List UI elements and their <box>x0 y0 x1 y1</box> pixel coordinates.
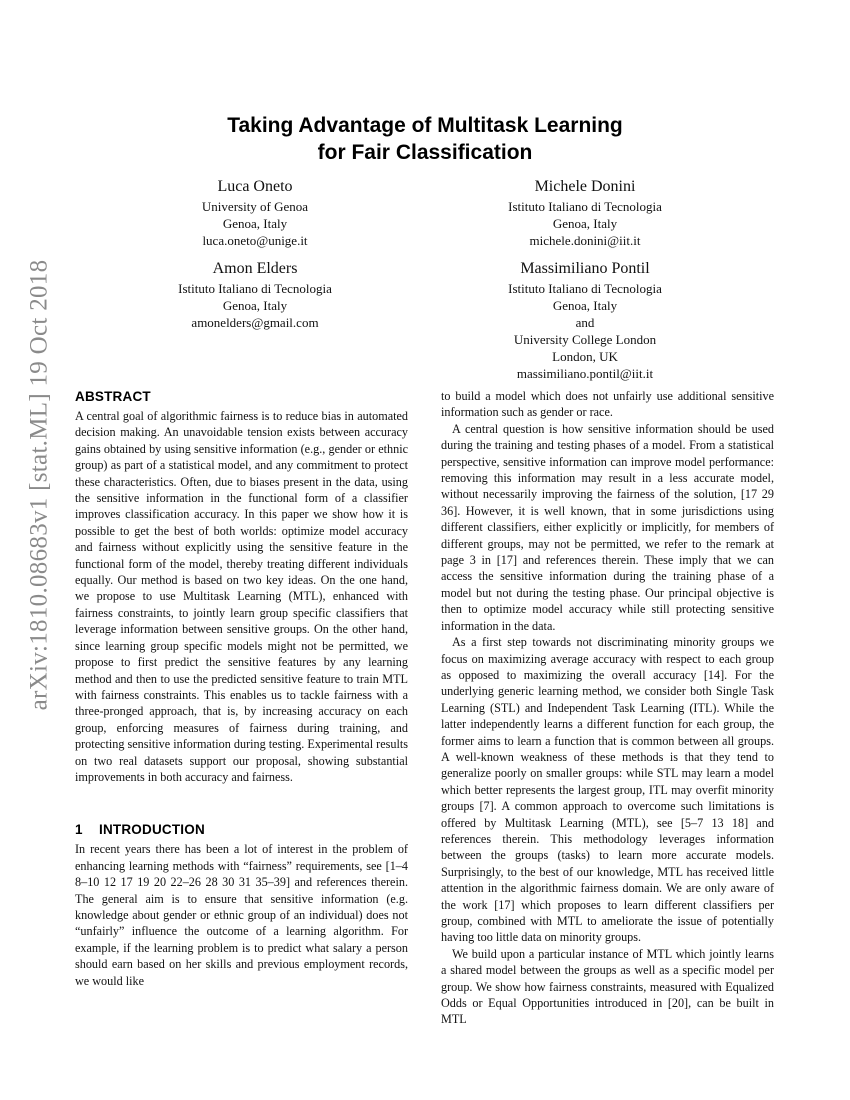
author-affiliation: Istituto Italiano di Tecnologia <box>508 199 662 214</box>
author-affiliation: Istituto Italiano di Tecnologia <box>508 281 662 296</box>
author-affiliation: Istituto Italiano di Tecnologia <box>178 281 332 296</box>
author-location: Genoa, Italy <box>222 298 288 313</box>
section-title: INTRODUCTION <box>99 822 205 838</box>
author-block-elders <box>140 258 370 331</box>
author-email: michele.donini@iit.it <box>529 233 641 248</box>
arxiv-identifier-stamp <box>13 259 65 711</box>
arxiv-stamp-text: arXiv:1810.08683v1 [stat.ML] 19 Oct 2018 <box>25 259 52 711</box>
abstract-heading: ABSTRACT <box>75 389 151 404</box>
intro-paragraph-1-continued: to build a model which does not unfairly use additional sensitive information such as gender or race. <box>441 389 774 420</box>
author-name: Michele Donini <box>534 178 636 195</box>
paper-title <box>100 112 750 166</box>
right-column <box>441 388 774 1028</box>
author-location: Genoa, Italy <box>552 216 618 231</box>
author-location: Genoa, Italy <box>552 298 618 313</box>
author-block-oneto <box>140 176 370 249</box>
intro-paragraph-2: A central question is how sensitive information should be used during the training and testing phases of a model. From a statistical perspective, sensitive information can improve model performance: removing this information may result in a less accurate model, without necessarily improving the fairness of the solution, [17 29 36]. However, it is well known, that in some jurisdictions using different classifiers, either explicitly or implicitly, for members of different groups, may not be permitted, we refer to the remark at page 3 in [17] and references therein. These imply that we can access the sensitive information during the training phase of a model but not during the testing phase. Our principal objective is then to optimize model accuracy while still protecting sensitive information in the data. <box>441 421 774 633</box>
intro-paragraph-4: We build upon a particular instance of MTL which jointly learns a shared model between the groups as well as a specific model per group. We show how fairness constraints, measured with Equalized Odds or Equal Opportunities introduced in [20], can be built in MTL <box>441 946 774 1027</box>
author-name: Amon Elders <box>212 260 298 277</box>
author-affiliation-2: University College London <box>513 332 657 347</box>
author-name: Luca Oneto <box>217 178 293 195</box>
author-block-donini <box>470 176 700 249</box>
left-column <box>75 388 408 989</box>
author-email: massimiliano.pontil@iit.it <box>516 366 654 381</box>
author-email: amonelders@gmail.com <box>191 315 319 330</box>
abstract-text: A central goal of algorithmic fairness is to reduce bias in automated decision making. An unavoidable tension exists between accuracy gains obtained by using sensitive information (e.g., gender or ethnic group) as part of a statistical model, and any commitment to protect these characteristics. Often, due to biases present in the data, using the sensitive information in the functional form of a classifier improves classification accuracy. In this paper we show how it is possible to get the best of both worlds: optimize model accuracy and fairness without explicitly using the sensitive feature in the functional form of the model, thereby treating different individuals equally. Our method is based on two key ideas. On the one hand, we propose to use Multitask Learning (MTL), enhanced with fairness constraints, to jointly learn group specific classifiers that leverage information between sensitive groups. On the other hand, since learning group specific models might not be permitted, we propose to first predict the sensitive features by any learning method and then to use the predicted sensitive feature to train MTL with fairness constraints. This enables us to tackle fairness with a three-pronged approach, that is, by increasing accuracy on each group, enforcing measures of fairness during training, and protecting sensitive information during testing. Experimental results on two real datasets support our proposal, showing substantial improvements in both accuracy and fairness. <box>75 409 408 784</box>
author-location-2: London, UK <box>552 349 618 364</box>
author-conjunction: and <box>575 315 595 330</box>
author-affiliation: University of Genoa <box>201 199 309 214</box>
intro-paragraph-1: In recent years there has been a lot of interest in the problem of enhancing learning methods with “fairness” requirements, see [1–4 8–10 12 17 19 20 22–26 28 30 31 35–39] and references therein. The general aim is to ensure that sensitive information (e.g. knowledge about gender or ethnic group of an individual) does not “unfairly” influence the outcome of a learning algorithm. For example, if the learning problem is to predict what salary a person should earn based on her skills and previous employment records, we would like <box>75 842 408 988</box>
author-location: Genoa, Italy <box>222 216 288 231</box>
section-heading-introduction <box>75 821 408 839</box>
intro-paragraph-3: As a first step towards not discriminating minority groups we focus on maximizing average accuracy with respect to each group as opposed to maximizing the overall accuracy [14]. For the underlying generic learning method, we consider both Single Task Learning (STL) and Independent Task Learning (ITL). While the latter independently learns a different function for each group, the former aims to learn a function that is common between all groups. A well-known weakness of these methods is that they tend to generalize poorly on smaller groups: while STL may learn a model which better represents the largest group, ITL may overfit minority groups [7]. A common approach to overcome such limitations is offered by Multitask Learning (MTL), see [5–7 13 18] and references therein. This methodology leverages information between the groups (tasks) to learn more accurate models. Surprisingly, to the best of our knowledge, MTL has received little attention in the algorithmic fairness domain. We are only aware of the work [17] which proposes to learn different classifiers per group, combined with MTL to ameliorate the issue of potentially having too little data on minority groups. <box>441 635 774 945</box>
title-line-2: for Fair Classification <box>317 141 533 164</box>
title-line-1: Taking Advantage of Multitask Learning <box>227 114 623 137</box>
author-block-pontil <box>470 258 700 382</box>
author-email: luca.oneto@unige.it <box>202 233 308 248</box>
author-name: Massimiliano Pontil <box>520 260 650 277</box>
section-number: 1 <box>75 822 83 838</box>
